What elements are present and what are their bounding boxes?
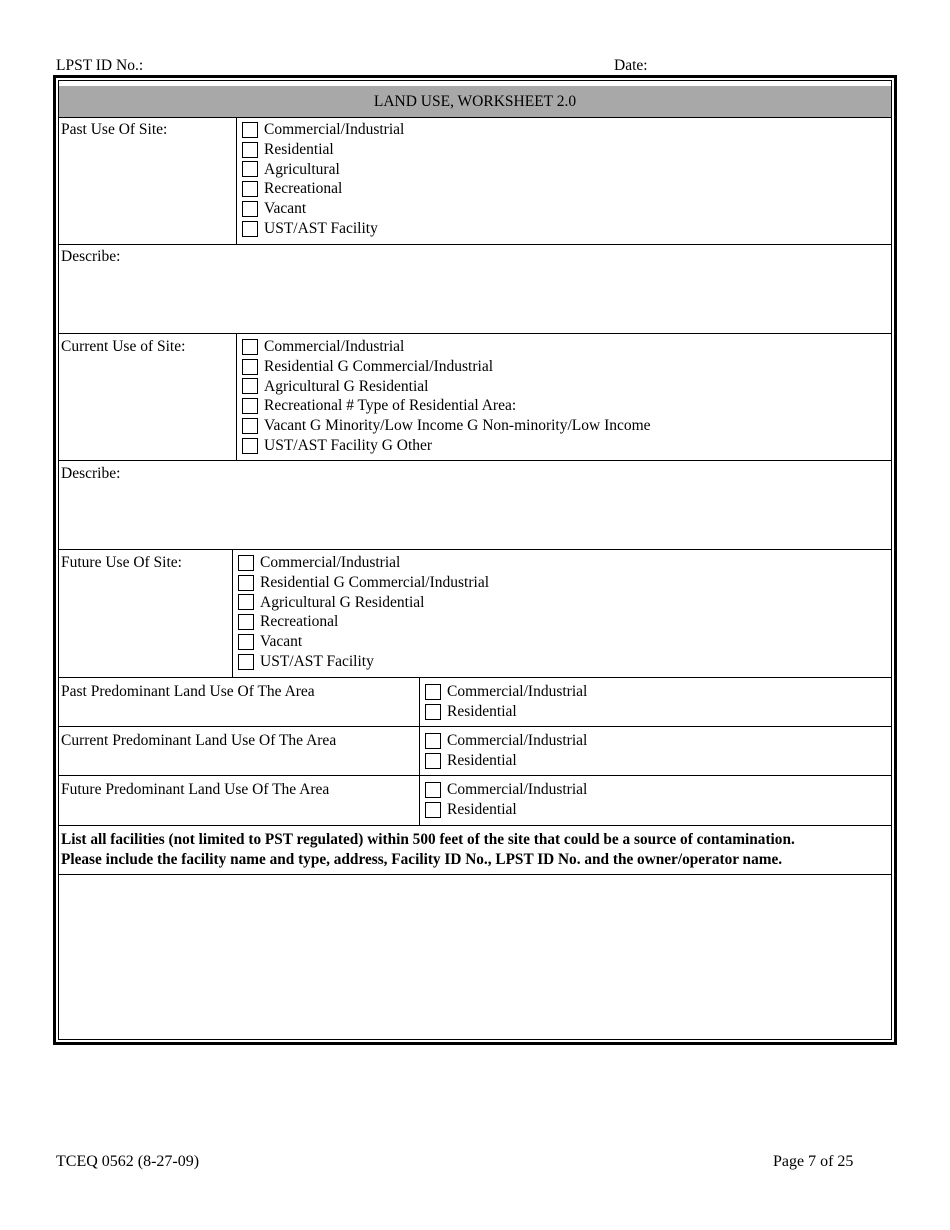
current-use-options	[242, 337, 651, 456]
current-area-label: Current Predominant Land Use Of The Area	[61, 732, 337, 749]
future-use-option[interactable]: UST/AST Facility	[238, 652, 489, 672]
checkbox[interactable]	[242, 221, 258, 237]
form-number: TCEQ 0562 (8-27-09)	[56, 1153, 200, 1170]
past-area-options	[425, 682, 587, 722]
future-use-option[interactable]: Agricultural G Residential	[238, 593, 489, 613]
current-use-option[interactable]: Recreational # Type of Residential Area:	[242, 396, 651, 416]
past-use-label: Past Use Of Site:	[61, 121, 168, 138]
future-use-options	[238, 553, 489, 672]
describe-past-label: Describe:	[61, 248, 121, 265]
checkbox[interactable]	[242, 181, 258, 197]
checkbox[interactable]	[238, 575, 254, 591]
checkbox[interactable]	[242, 201, 258, 217]
future-use-label: Future Use Of Site:	[61, 554, 182, 571]
checkbox[interactable]	[242, 161, 258, 177]
checkbox[interactable]	[425, 704, 441, 720]
future-use-option[interactable]: Commercial/Industrial	[238, 553, 489, 573]
checkbox[interactable]	[242, 438, 258, 454]
past-area-option[interactable]: Residential	[425, 702, 587, 722]
checkbox[interactable]	[238, 654, 254, 670]
checkbox[interactable]	[238, 614, 254, 630]
divider	[419, 677, 420, 825]
current-use-option[interactable]: Commercial/Industrial	[242, 337, 651, 357]
facilities-note-line1: List all facilities (not limited to PST regulated) within 500 feet of the site that could be a source of contamination.	[61, 831, 795, 848]
worksheet-frame	[53, 75, 897, 1045]
checkbox[interactable]	[238, 634, 254, 650]
current-use-label: Current Use of Site:	[61, 338, 186, 355]
divider	[236, 333, 237, 460]
future-area-option[interactable]: Commercial/Industrial	[425, 780, 587, 800]
checkbox[interactable]	[242, 359, 258, 375]
past-use-option[interactable]: Agricultural	[242, 160, 404, 180]
checkbox[interactable]	[425, 733, 441, 749]
past-area-option[interactable]: Commercial/Industrial	[425, 682, 587, 702]
future-use-option[interactable]: Residential G Commercial/Industrial	[238, 573, 489, 593]
current-use-option[interactable]: Agricultural G Residential	[242, 377, 651, 397]
past-use-option[interactable]: Commercial/Industrial	[242, 120, 404, 140]
divider	[236, 117, 237, 244]
current-use-option[interactable]: Residential G Commercial/Industrial	[242, 357, 651, 377]
divider	[59, 825, 891, 826]
current-use-option[interactable]: UST/AST Facility G Other	[242, 436, 651, 456]
checkbox[interactable]	[242, 378, 258, 394]
divider	[59, 677, 891, 678]
future-area-options	[425, 780, 587, 820]
future-area-label: Future Predominant Land Use Of The Area	[61, 781, 330, 798]
current-area-options	[425, 731, 587, 771]
lpst-id-label: LPST ID No.:	[56, 57, 144, 74]
checkbox[interactable]	[425, 684, 441, 700]
divider	[59, 244, 891, 245]
past-area-label: Past Predominant Land Use Of The Area	[61, 683, 315, 700]
checkbox[interactable]	[425, 782, 441, 798]
past-use-option[interactable]: UST/AST Facility	[242, 219, 404, 239]
future-area-option[interactable]: Residential	[425, 800, 587, 820]
divider	[59, 775, 891, 776]
past-use-option[interactable]: Vacant	[242, 199, 404, 219]
divider	[232, 549, 233, 677]
checkbox[interactable]	[238, 555, 254, 571]
divider	[59, 460, 891, 461]
past-use-option[interactable]: Residential	[242, 140, 404, 160]
future-use-option[interactable]: Recreational	[238, 612, 489, 632]
checkbox[interactable]	[242, 418, 258, 434]
checkbox[interactable]	[242, 398, 258, 414]
date-label: Date:	[614, 57, 648, 74]
facilities-note-line2: Please include the facility name and type, address, Facility ID No., LPST ID No. and the owner/operator name.	[61, 851, 783, 868]
past-use-option[interactable]: Recreational	[242, 179, 404, 199]
checkbox[interactable]	[242, 339, 258, 355]
worksheet-title: LAND USE, WORKSHEET 2.0	[59, 86, 891, 118]
current-use-option[interactable]: Vacant G Minority/Low Income G Non-minority/Low Income	[242, 416, 651, 436]
future-use-option[interactable]: Vacant	[238, 632, 489, 652]
past-use-options	[242, 120, 404, 239]
worksheet-inner-frame	[58, 80, 892, 1040]
facilities-entry-area[interactable]	[59, 875, 891, 1039]
checkbox[interactable]	[242, 122, 258, 138]
checkbox[interactable]	[425, 802, 441, 818]
current-area-option[interactable]: Commercial/Industrial	[425, 731, 587, 751]
divider	[59, 549, 891, 550]
page-number: Page 7 of 25	[773, 1153, 854, 1170]
checkbox[interactable]	[425, 753, 441, 769]
describe-current-label: Describe:	[61, 465, 121, 482]
checkbox[interactable]	[242, 142, 258, 158]
current-area-option[interactable]: Residential	[425, 751, 587, 771]
divider	[59, 333, 891, 334]
checkbox[interactable]	[238, 594, 254, 610]
divider	[59, 726, 891, 727]
